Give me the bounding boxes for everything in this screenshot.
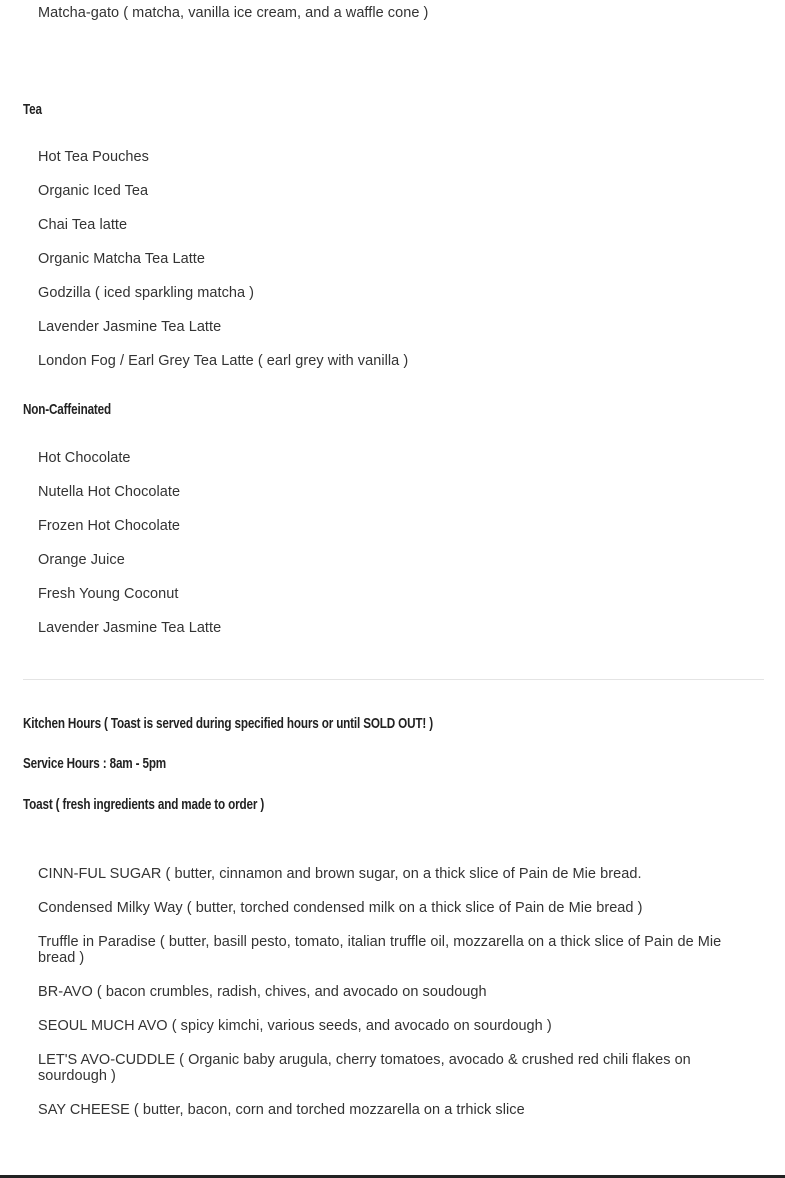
section-heading-non-caffeinated: Non-Caffeinated (23, 401, 112, 418)
tea-item: Chai Tea latte (38, 217, 128, 233)
toast-item: LET'S AVO-CUDDLE ( Organic baby arugula, cherry tomatoes, avocado & crushed red chili flakes on sourdough ) (38, 1052, 691, 1084)
toast-item: BR-AVO ( bacon crumbles, radish, chives, and avocado on soudough (38, 984, 487, 1000)
toast-heading: Toast ( fresh ingredients and made to order ) (23, 796, 265, 813)
section-divider (23, 679, 764, 680)
tea-item: Godzilla ( iced sparkling matcha ) (38, 285, 255, 301)
tea-item: Hot Tea Pouches (38, 149, 149, 165)
non-caffeinated-item: Orange Juice (38, 552, 125, 568)
non-caffeinated-item: Lavender Jasmine Tea Latte (38, 620, 222, 636)
non-caffeinated-item: Nutella Hot Chocolate (38, 484, 181, 500)
non-caffeinated-item: Frozen Hot Chocolate (38, 518, 181, 534)
non-caffeinated-item: Fresh Young Coconut (38, 586, 179, 602)
toast-item: SAY CHEESE ( butter, bacon, corn and torched mozzarella on a trhick slice (38, 1102, 525, 1118)
toast-item: Truffle in Paradise ( butter, basill pesto, tomato, italian truffle oil, mozzarella on a thick slice of Pain de Mie bread ) (38, 934, 722, 966)
toast-item: SEOUL MUCH AVO ( spicy kimchi, various seeds, and avocado on sourdough ) (38, 1018, 552, 1034)
menu-item-matcha-gato: Matcha-gato ( matcha, vanilla ice cream, and a waffle cone ) (38, 5, 429, 21)
service-hours-heading: Service Hours : 8am - 5pm (23, 755, 167, 772)
tea-item: London Fog / Earl Grey Tea Latte ( earl grey with vanilla ) (38, 353, 409, 369)
toast-item: CINN-FUL SUGAR ( butter, cinnamon and brown sugar, on a thick slice of Pain de Mie bread. (38, 866, 642, 882)
tea-item: Organic Matcha Tea Latte (38, 251, 205, 267)
tea-item: Lavender Jasmine Tea Latte (38, 319, 222, 335)
non-caffeinated-item: Hot Chocolate (38, 450, 131, 466)
kitchen-hours-heading: Kitchen Hours ( Toast is served during specified hours or until SOLD OUT! ) (23, 715, 433, 732)
section-heading-tea: Tea (23, 101, 42, 118)
tea-item: Organic Iced Tea (38, 183, 149, 199)
toast-item: Condensed Milky Way ( butter, torched condensed milk on a thick slice of Pain de Mie bread ) (38, 900, 643, 916)
